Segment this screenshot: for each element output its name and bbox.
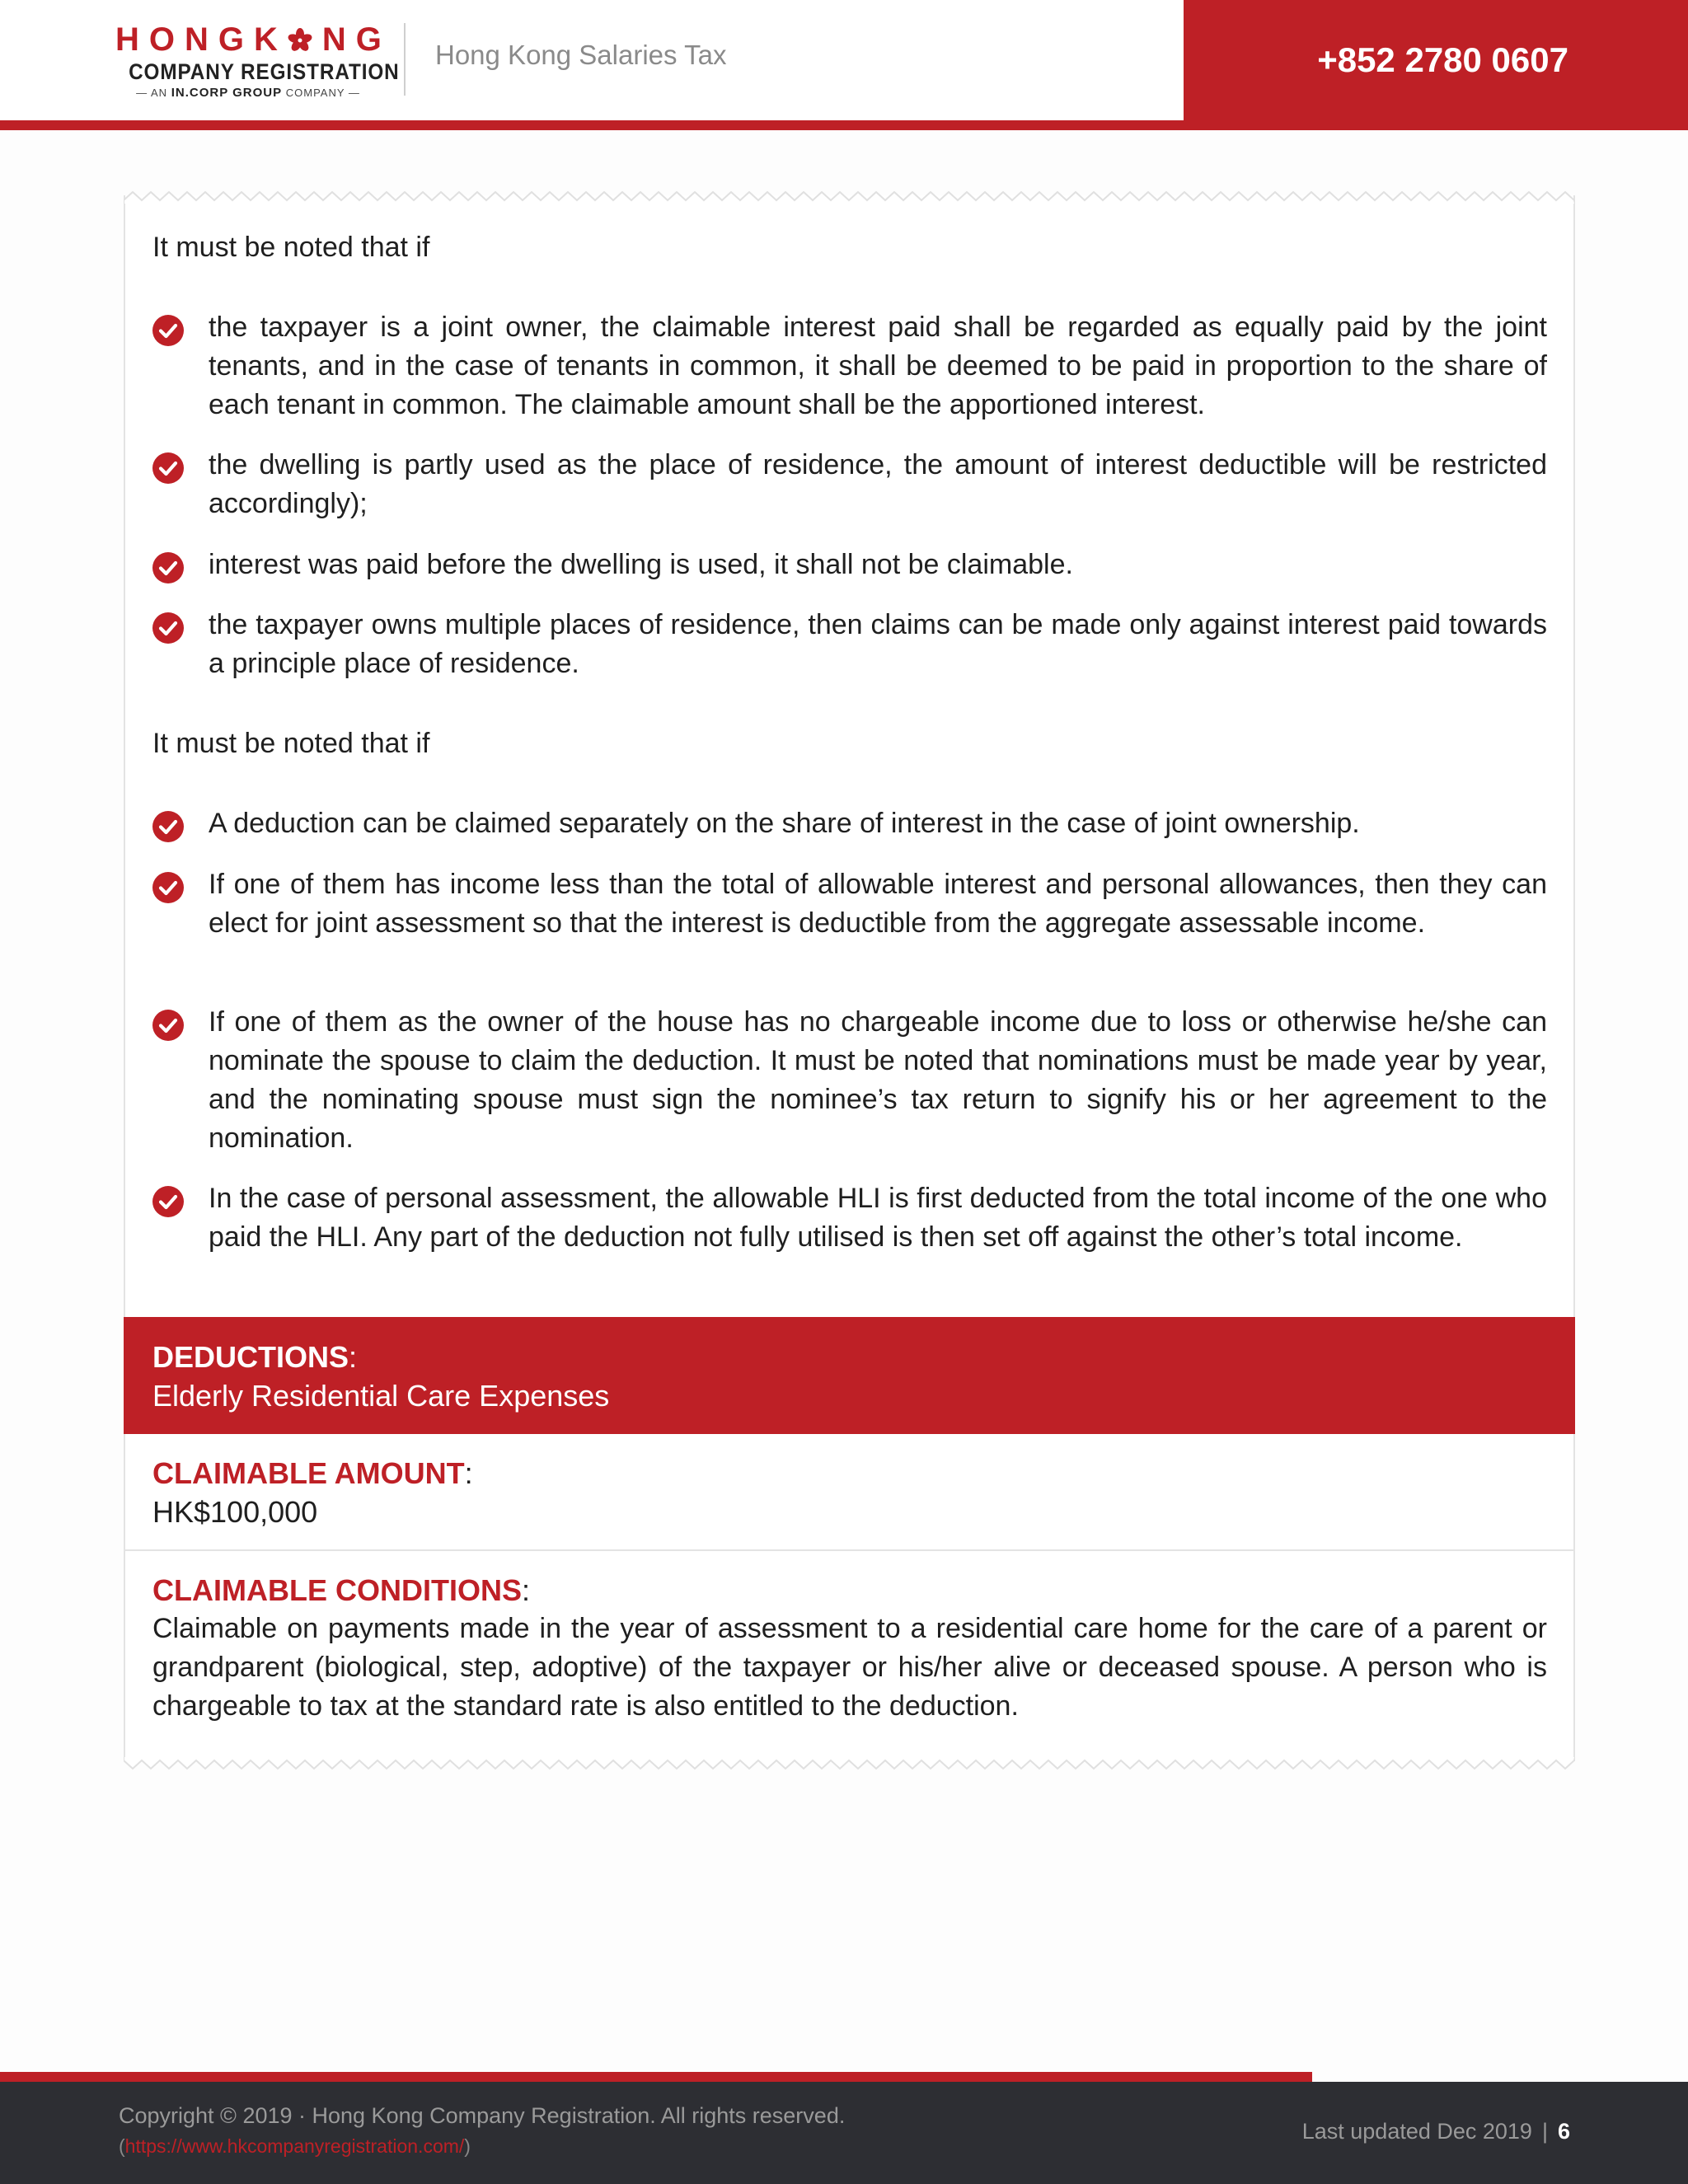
deductions-banner (124, 1317, 1575, 1434)
claimable-amount-value: HK$100,000 (152, 1495, 318, 1529)
deductions-label: DEDUCTIONS (152, 1340, 349, 1374)
phone-number[interactable]: +852 2780 0607 (1317, 40, 1568, 79)
list-item (152, 804, 1547, 843)
card-bottom-zigzag-edge (124, 1757, 1575, 1772)
logo-tagline-pre: — AN (136, 87, 168, 99)
list-item-text: In the case of personal assessment, the allowable HLI is first deducted from the total income of the one who paid the HLI. Any part of the deduction not fully utilised is then set off against the other’s total income. (209, 1183, 1547, 1253)
note-intro-2: It must be noted that if (152, 728, 430, 759)
footer-meta (1302, 2116, 1570, 2146)
section-divider (125, 1549, 1573, 1551)
logo-tagline-brand: IN.CORP GROUP (171, 86, 283, 100)
header-divider (404, 23, 406, 96)
check-circle-icon (152, 552, 184, 583)
claimable-amount-label: CLAIMABLE AMOUNT (152, 1456, 465, 1490)
list-item (152, 606, 1547, 683)
website-link[interactable]: https://www.hkcompanyregistration.com/ (124, 2135, 465, 2157)
footer-link-close: ) (464, 2135, 471, 2157)
card-top-zigzag-edge (124, 189, 1575, 204)
footer-link-open: ( (119, 2135, 125, 2157)
footer-website (119, 2133, 471, 2159)
list-item-text: the taxpayer owns multiple places of residence, then claims can be made only against interest paid towards a principle place of residence. (209, 609, 1547, 679)
list-item-text: the dwelling is partly used as the place of residence, the amount of interest deductible will be restricted accordingly); (209, 449, 1547, 519)
list-item-text: If one of them as the owner of the house has no chargeable income due to loss or otherwise he/she can nominate the spouse to claim the deduction. It must be noted that nominations must be made year by year, and the nominating spouse must sign the nominee’s tax return to signify his or her agreement to the nomination. (209, 1006, 1547, 1154)
logo-line1: HONGK NG (115, 21, 392, 58)
deductions-value: Elderly Residential Care Expenses (152, 1379, 610, 1413)
claimable-conditions-heading: CLAIMABLE CONDITIONS: (152, 1573, 530, 1607)
list-item (152, 1003, 1547, 1158)
note-intro-1: It must be noted that if (152, 232, 430, 263)
header-accent-line (0, 120, 1688, 130)
check-circle-icon (152, 872, 184, 903)
claimable-conditions-section (152, 1572, 1547, 1726)
list-item (152, 865, 1547, 943)
phone-banner[interactable] (1184, 0, 1688, 120)
logo-line2: COMPANY REGISTRATION (129, 59, 400, 84)
footer-separator: | (1541, 2119, 1548, 2144)
claimable-amount-heading: CLAIMABLE AMOUNT: (152, 1456, 473, 1490)
logo-wordmark (115, 21, 392, 58)
last-updated: Last updated Dec 2019 (1301, 2119, 1532, 2144)
list-item-text: interest was paid before the dwelling is used, it shall not be claimable. (209, 549, 1073, 580)
check-circle-icon (152, 452, 184, 484)
list-item (152, 308, 1547, 424)
list-item (152, 546, 1547, 584)
list-item-text: the taxpayer is a joint owner, the claimable interest paid shall be regarded as equally paid by the joint tenants, and in the case of tenants in common, it shall be deemed to be paid in proportion to the share of each tenant in common. The claimable amount shall be the apportioned interest. (209, 312, 1547, 420)
list-item (152, 446, 1547, 523)
claimable-conditions-text: Claimable on payments made in the year of assessment to a residential care home for the care of a parent or grandparent (biological, step, adoptive) of the taxpayer or his/her alive or deceased spouse. A person who is chargeable to tax at the standard rate is also entitled to the deduction. (152, 1613, 1547, 1722)
list-item (152, 1179, 1547, 1257)
company-logo[interactable] (115, 21, 400, 102)
claimable-conditions-label: CLAIMABLE CONDITIONS (152, 1573, 522, 1607)
document-title: Hong Kong Salaries Tax (435, 40, 727, 70)
check-circle-icon (152, 315, 184, 346)
logo-tagline (115, 86, 381, 101)
logo-tagline-post: COMPANY — (285, 87, 360, 99)
footer-accent-line (0, 2072, 1312, 2082)
claimable-amount-section (152, 1455, 1547, 1531)
deductions-heading: DEDUCTIONS: (152, 1340, 358, 1374)
list-item-text: A deduction can be claimed separately on the share of interest in the case of joint ownership. (209, 808, 1360, 839)
check-circle-icon (152, 612, 184, 644)
check-circle-icon (152, 1186, 184, 1217)
page-number: 6 (1557, 2119, 1570, 2144)
list-item-text: If one of them has income less than the total of allowable interest and personal allowances, then they can elect for joint assessment so that the interest is deductible from the aggregate assessable income. (209, 869, 1547, 939)
check-circle-icon (152, 1010, 184, 1041)
check-circle-icon (152, 811, 184, 842)
footer-copyright: Copyright © 2019 · Hong Kong Company Registration. All rights reserved. (119, 2103, 846, 2128)
bauhinia-flower-icon (288, 28, 312, 53)
